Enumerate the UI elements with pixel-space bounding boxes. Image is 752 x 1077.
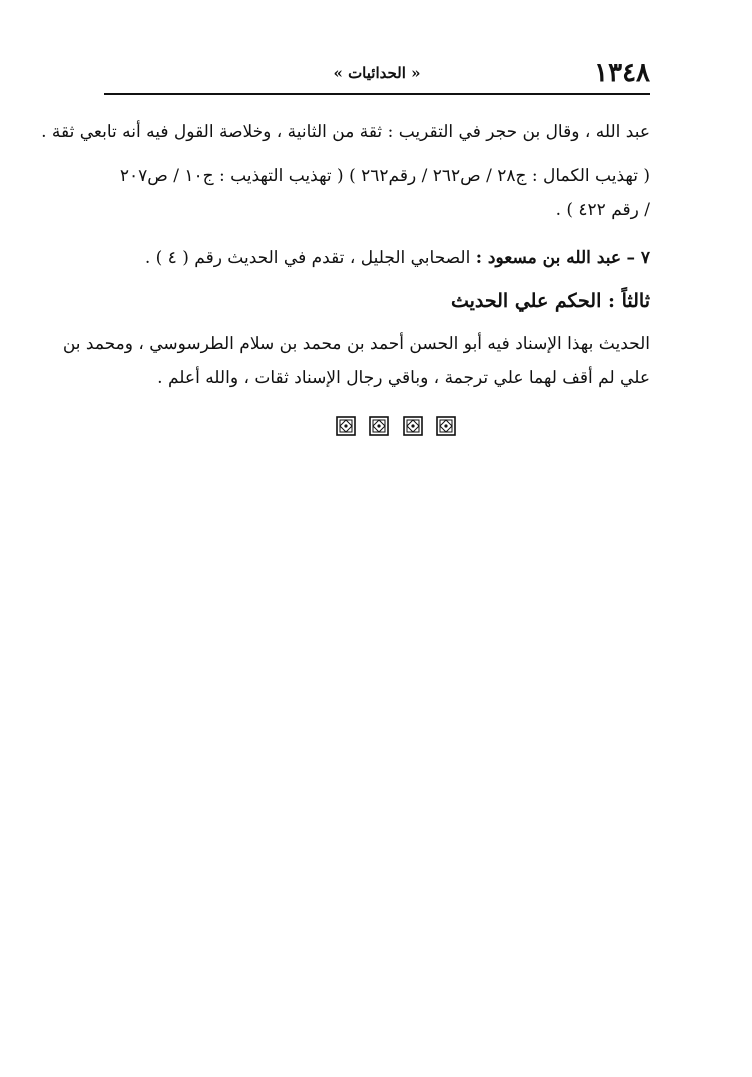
narrator-name: عبد الله بن مسعود : (475, 248, 622, 268)
running-title: « الحدائيات » (333, 64, 421, 82)
paragraph-text: عبد الله ، وقال بن حجر في التقريب : ثقة من الثانية ، وخلاصة القول فيه أنه تابعي ثقة . (41, 122, 650, 142)
header-rule (104, 93, 650, 95)
paragraph-ruling (62, 327, 650, 395)
paragraph-narrator-7 (104, 241, 650, 275)
ruling-line-1: الحديث بهذا الإسناد فيه أبو الحسن أحمد بن محمد بن سلام الطرسوسي ، ومحمد بن (62, 334, 650, 354)
ornament-icon (369, 416, 389, 436)
page-header (104, 56, 650, 94)
heading-text: ثالثاً : الحكم علي الحديث (450, 290, 650, 312)
narrator-number: ٧ – (626, 248, 650, 268)
paragraph-narrator-grading (41, 115, 650, 149)
reference-line-1: ( تهذيب الكمال : ج٢٨ / ص٢٦٢ / رقم٢٦٢ ) ( تهذيب التهذيب : ج١٠ / ص٢٠٧ (119, 166, 650, 186)
narrator-entry (104, 241, 650, 275)
section-heading (104, 284, 650, 318)
page-number: ١٣٤٨ (594, 58, 650, 88)
section-end-ornaments (336, 416, 456, 440)
ornament-icon (336, 416, 356, 436)
narrator-description: الصحابي الجليل ، تقدم في الحديث رقم ( ٤ ) . (144, 248, 471, 268)
paragraph-references (104, 159, 650, 227)
ornament-icon (403, 416, 423, 436)
ruling-line-2: علي لم أقف لهما علي ترجمة ، وباقي رجال الإسناد ثقات ، والله أعلم . (157, 368, 650, 388)
reference-line-2: / رقم ٤٢٢ ) . (555, 200, 650, 220)
ornament-icon (436, 416, 456, 436)
